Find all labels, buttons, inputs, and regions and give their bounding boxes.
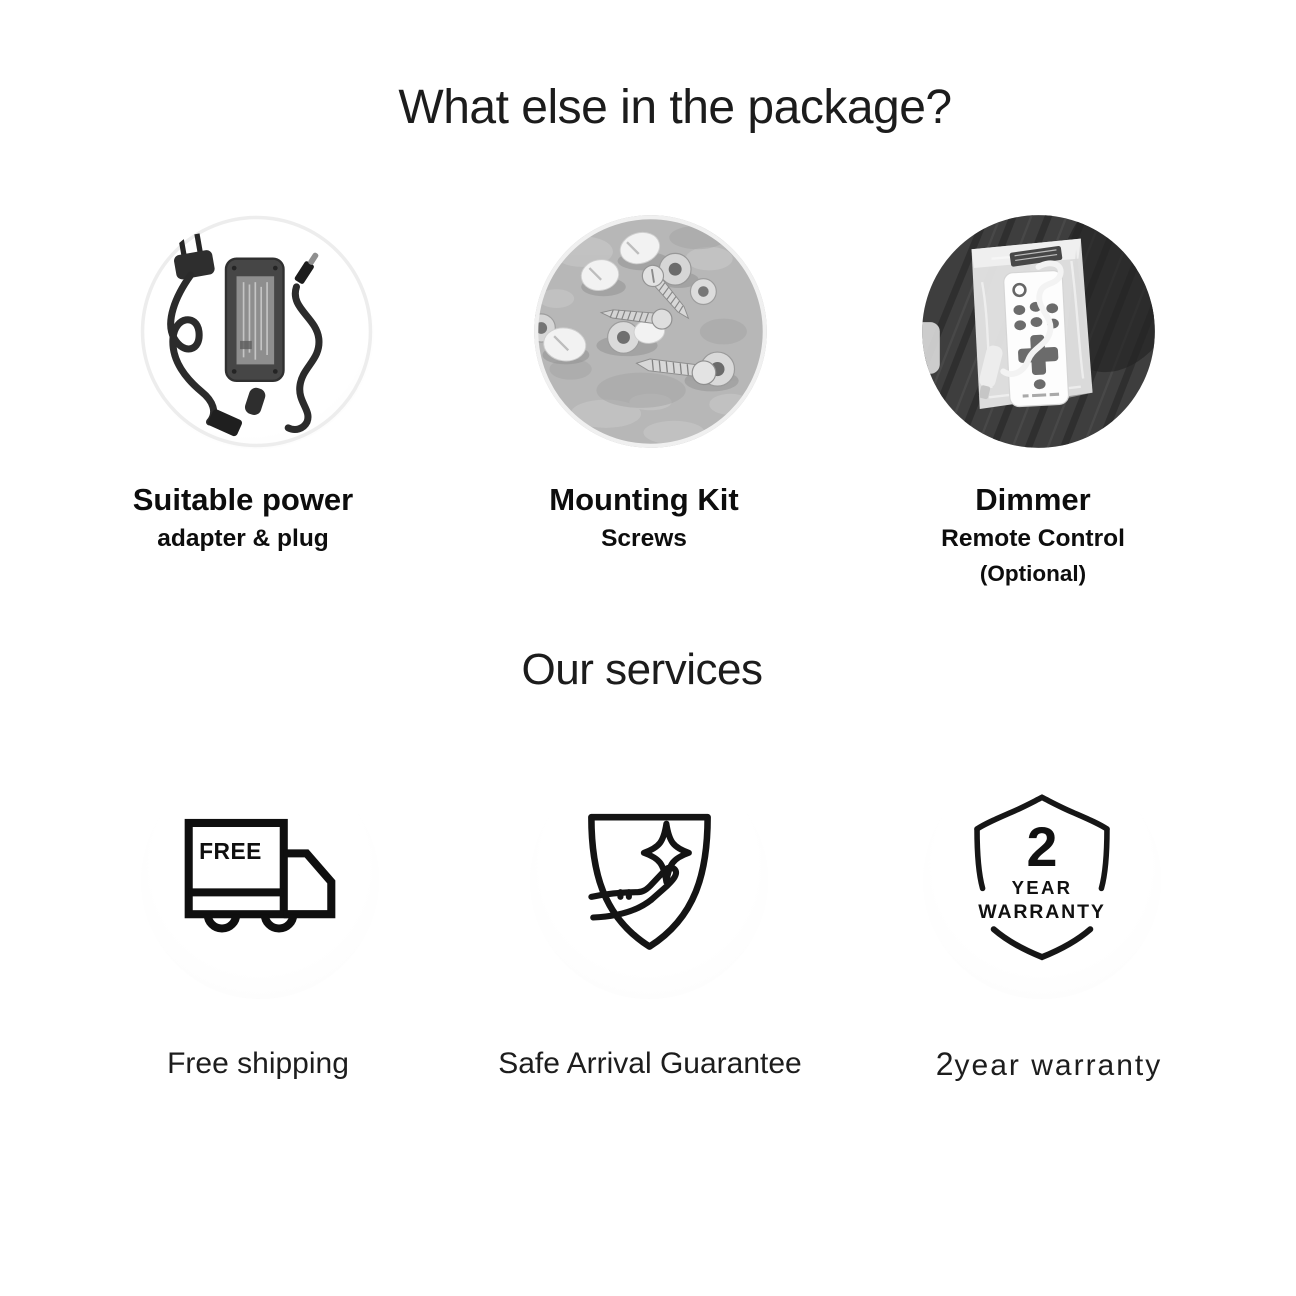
warranty-label-text: year warranty [954, 1049, 1163, 1082]
package-item-title: Mounting Kit [549, 482, 739, 517]
package-item-subtitle: Remote Control [941, 525, 1125, 552]
dc-jack-icon [294, 250, 321, 284]
warranty-number: 2 [1026, 815, 1058, 878]
truck-free-text: FREE [199, 838, 262, 865]
screws-illustration [533, 214, 768, 449]
shield-hand-icon [579, 805, 720, 955]
warranty-label-number: 2 [935, 1046, 954, 1082]
warranty-shield-icon [963, 790, 1121, 971]
package-item-subtitle: Screws [601, 525, 687, 552]
package-section-heading: What else in the package? [398, 81, 952, 134]
mounting-kit-photo [533, 214, 768, 449]
package-item-note: (Optional) [979, 561, 1087, 586]
package-item-subtitle: adapter & plug [157, 525, 329, 552]
dimmer-caption [843, 483, 1223, 586]
power-adapter-caption [53, 483, 433, 552]
mounting-kit-caption [454, 483, 834, 552]
sparkle-icon [643, 824, 688, 882]
dimmer-remote-photo [921, 214, 1156, 449]
warranty-badge [923, 761, 1161, 999]
power-adapter-illustration [139, 214, 374, 449]
warranty-year-text: YEAR [1011, 876, 1073, 898]
warranty-label [839, 1048, 1259, 1082]
free-shipping-badge [141, 761, 379, 999]
services-section-heading: Our services [521, 645, 763, 694]
remote-body [1003, 270, 1069, 407]
free-shipping-label: Free shipping [167, 1047, 349, 1080]
warranty-warranty-text: WARRANTY [978, 900, 1106, 923]
package-item-title: Suitable power [132, 482, 354, 517]
safe-arrival-label: Safe Arrival Guarantee [498, 1047, 802, 1080]
hand-icon [591, 868, 676, 918]
truck-icon [183, 817, 337, 943]
package-item-title: Dimmer [975, 482, 1091, 517]
safe-arrival-badge [530, 761, 768, 999]
power-adapter-photo [139, 214, 374, 449]
remote-control-illustration [921, 214, 1156, 449]
